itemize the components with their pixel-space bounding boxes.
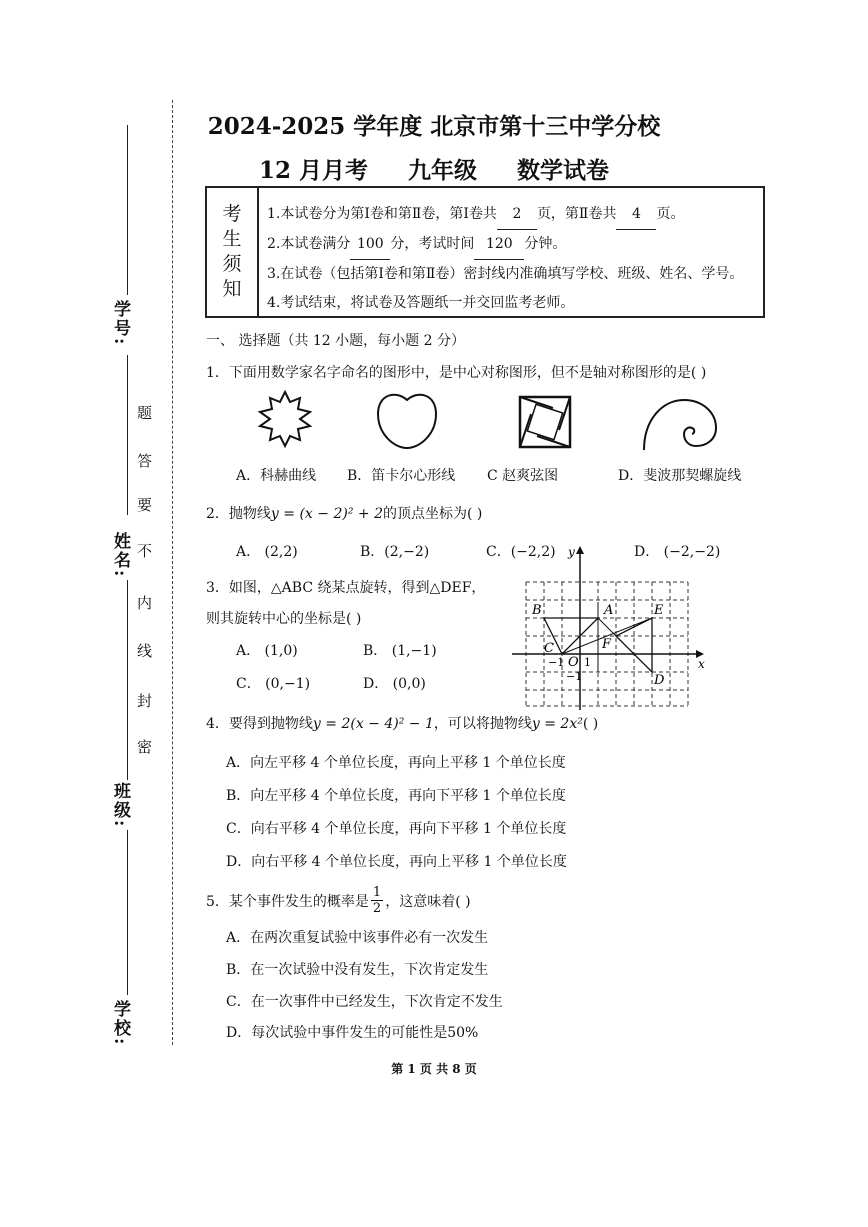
notice-heading-char: 须 [222,253,242,275]
seal-line [172,100,173,1045]
q3-option-a[interactable]: A． (1,0) [236,643,298,659]
notice-body [267,200,755,318]
seal-char: 不 [137,542,153,560]
q5-option-d[interactable]: D．每次试验中事件发生的可能性是50% [226,1025,479,1041]
q4-option-b[interactable]: B．向左平移 4 个单位长度，再向下平移 1 个单位长度 [226,788,566,804]
label-y: y [568,545,575,559]
question-4-stem [206,713,598,733]
q2-option-d[interactable]: D． (−2,−2) [634,544,721,560]
label-neg1-y: −1 [566,670,583,683]
notice-line-2 [267,230,755,260]
seal-char: 内 [137,594,153,612]
question-1-stem: 1．下面用数学家名字命名的图形中，是中心对称图形，但不是轴对称图形的是( ) [206,365,707,381]
q1-option-b[interactable]: B．笛卡尔心形线 [347,468,456,484]
q4-stem-text: ( ) [582,716,599,732]
rotation-coordinate-figure [508,542,708,712]
exam-notice-box [205,186,765,318]
q3-option-c[interactable]: C． (0,−1) [236,676,311,692]
q1-option-d[interactable]: D．斐波那契螺旋线 [618,468,742,484]
fraction-numerator: 1 [372,885,382,900]
seal-char: 要 [137,496,153,514]
school-field[interactable]: 学校: [110,1000,130,1047]
student-id-field[interactable]: 学号: [110,300,130,347]
notice-text: 1.本试卷分为第Ⅰ卷和第Ⅱ卷，第Ⅰ卷共 [267,206,497,222]
label-d: D [654,673,665,688]
exam-subtitle [0,152,868,185]
q5-option-c[interactable]: C．在一次事件中已经发生，下次肯定不发生 [226,994,503,1010]
class-field[interactable]: 班级: [110,782,130,829]
label-one: 1 [584,656,591,669]
label-x: x [698,657,705,671]
page-footer: 第 1 页 共 8 页 [391,1062,477,1076]
q4-stem-text: ，可以将抛物线 [433,716,532,732]
label-a: A [604,603,614,618]
q5-stem-text: ，这意味着( ) [385,893,471,910]
q4-option-d[interactable]: D．向右平移 4 个单位长度，再向上平移 1 个单位长度 [226,854,567,870]
name-field[interactable]: 姓名: [110,532,130,579]
notice-text: 分钟。 [524,236,567,252]
q2-option-c[interactable]: C．(−2,2) [486,544,556,560]
notice-value: 120 [474,230,524,260]
fraction-denominator: 2 [372,901,382,916]
fibonacci-spiral-figure [640,396,720,452]
notice-heading [207,188,259,316]
question-3-stem-line1: 3．如图，△ABC 绕某点旋转，得到△DEF， [206,580,486,596]
q2-stem-text: 2．抛物线 [206,506,271,522]
label-e: E [654,603,664,618]
cardioid-figure [374,390,440,452]
notice-text: 2.本试卷满分 [267,236,351,252]
notice-line-3: 3.在试卷（包括第Ⅰ卷和第Ⅱ卷）密封线内准确填写学校、班级、姓名、学号。 [267,266,744,282]
margin-rule [127,125,128,295]
q2-option-a[interactable]: A． (2,2) [236,544,298,560]
q2-formula: y = (x − 2)² + 2 [270,506,383,522]
q4-option-c[interactable]: C．向右平移 4 个单位长度，再向下平移 1 个单位长度 [226,821,567,837]
q4-formula-source: y = 2x² [531,716,583,732]
notice-text: 页，第Ⅱ卷共 [536,206,617,222]
notice-text: 页。 [656,206,685,222]
zhao-shuang-diagram-figure [517,394,573,450]
q3-option-b[interactable]: B． (1,−1) [363,643,437,659]
q2-option-b[interactable]: B．(2,−2) [360,544,430,560]
label-f: F [602,637,612,652]
koch-snowflake-figure [250,388,320,450]
question-3-stem-line2: 则其旋转中心的坐标是( ) [206,611,362,627]
seal-char: 线 [137,642,153,660]
q2-stem-text: 的顶点坐标为( ) [382,506,483,522]
question-2-stem [206,503,482,523]
exam-month: 12 月月考 [258,157,368,184]
q5-option-b[interactable]: B．在一次试验中没有发生，下次肯定发生 [226,962,489,978]
seal-char: 密 [137,738,153,756]
exam-title: 2024-2025 学年度 北京市第十三中学分校 [207,113,661,140]
q1-option-a[interactable]: A．科赫曲线 [236,468,317,484]
label-neg1-x: −1 [548,656,565,669]
q1-option-c[interactable]: C 赵爽弦图 [487,468,559,484]
notice-value: 2 [497,200,537,230]
notice-value: 100 [350,230,390,260]
notice-value: 4 [616,200,656,230]
y-axis-arrow [576,546,584,554]
seal-char: 题 [137,404,153,422]
label-b: B [532,603,542,618]
label-o: O [568,655,579,670]
exam-subject: 数学试卷 [517,157,610,184]
margin-rule [127,355,128,515]
label-c: C [544,641,554,656]
notice-line-4: 4.考试结束，将试卷及答题纸一并交回监考老师。 [267,295,575,311]
q5-fraction [371,885,383,916]
question-5-stem [206,885,471,916]
notice-heading-char: 考 [222,203,242,225]
seal-char: 答 [137,452,153,470]
q4-option-a[interactable]: A．向左平移 4 个单位长度，再向上平移 1 个单位长度 [226,755,566,771]
q5-option-a[interactable]: A．在两次重复试验中该事件必有一次发生 [226,930,489,946]
q5-stem-text: 5．某个事件发生的概率是 [206,893,369,910]
notice-heading-char: 知 [222,278,242,300]
notice-text: 分，考试时间 [390,236,475,252]
notice-heading-char: 生 [222,228,242,250]
margin-rule [127,580,128,780]
section-heading: 一、 选择题（共 12 小题，每小题 2 分） [206,333,465,349]
seal-char: 封 [137,692,153,710]
q3-option-d[interactable]: D． (0,0) [363,676,426,692]
q4-formula-target: y = 2(x − 4)² − 1 [312,716,434,732]
q4-stem-text: 4．要得到抛物线 [206,716,313,732]
margin-rule [127,830,128,995]
exam-grade: 九年级 [408,157,477,184]
notice-line-1 [267,200,755,230]
